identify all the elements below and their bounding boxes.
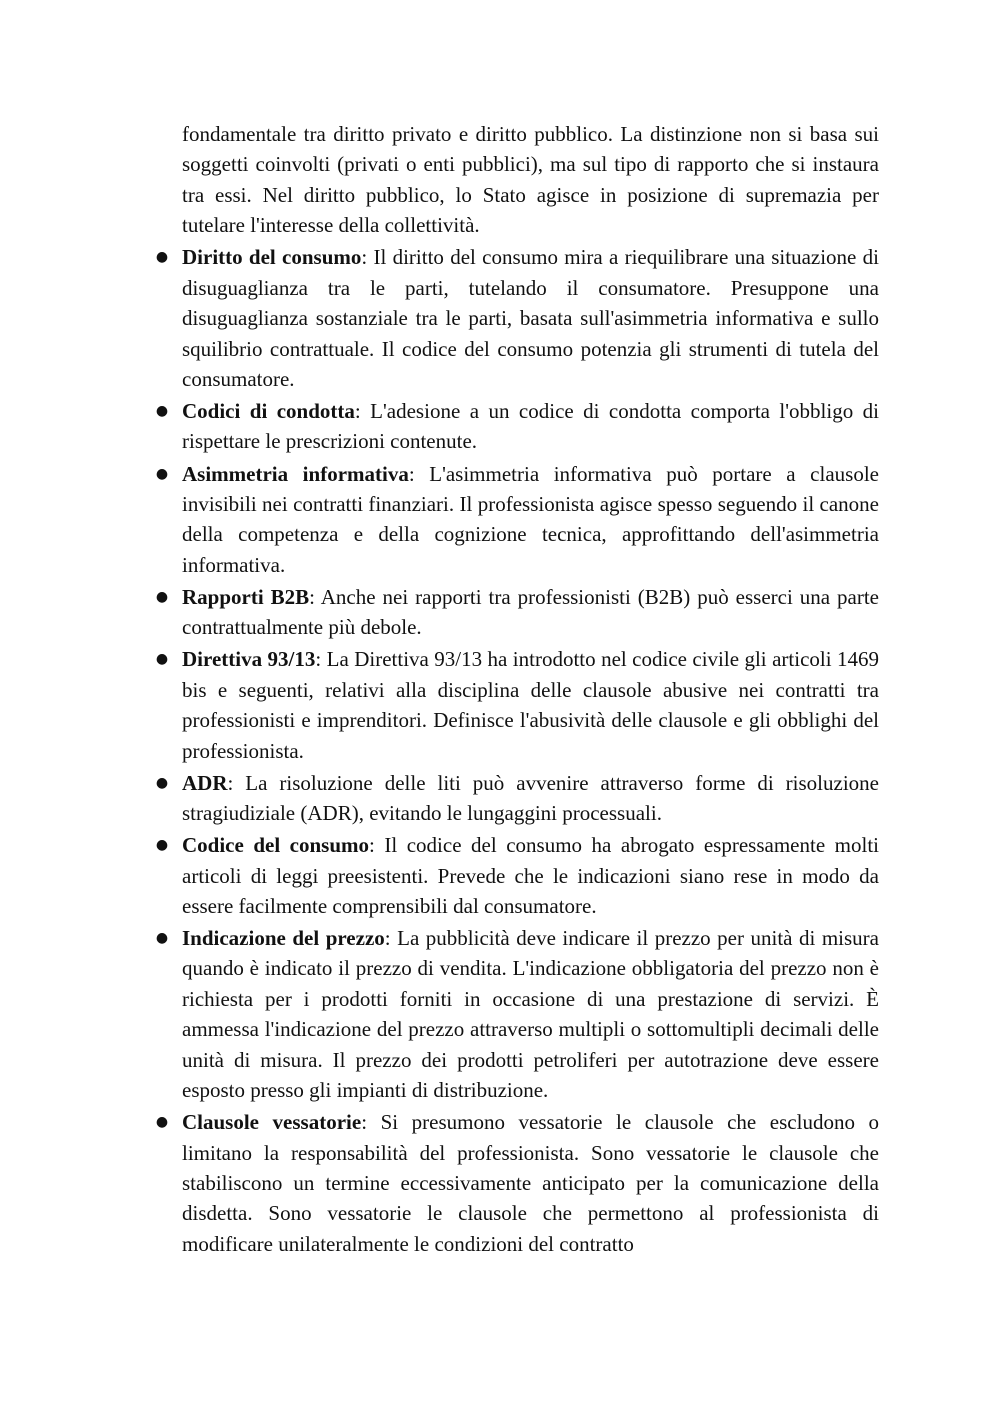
item-term: ADR (182, 770, 228, 795)
list-item-rapporti-b2b (155, 582, 879, 643)
item-term: Codice del consumo (182, 833, 370, 858)
bullet-icon: ● (155, 403, 169, 420)
document-body (155, 119, 879, 1261)
item-term: Direttiva 93/13 (182, 647, 316, 672)
list-item-clausole-vessatorie (155, 1107, 879, 1259)
item-text: : La Direttiva 93/13 ha introdotto nel codice civile gli articoli 1469 bis e seguenti, relativi alla disciplina delle clausole abusive nei contratti tra professionisti e imprenditori. Definisce l'abusività delle clausole e gli obblighi del professionista. (182, 647, 879, 763)
bullet-icon: ● (155, 837, 169, 854)
bullet-icon: ● (155, 465, 169, 482)
bullet-icon: ● (155, 249, 169, 266)
bullet-icon: ● (155, 651, 169, 668)
list-item-indicazione-del-prezzo (155, 923, 879, 1105)
item-term: Indicazione del prezzo (182, 926, 385, 951)
item-text: : Il codice del consumo ha abrogato espressamente molti articoli di leggi preesistenti. Prevede che le indicazioni siano rese in modo da essere facilmente comprensibili dal consumatore. (182, 833, 879, 918)
item-text: : Anche nei rapporti tra professionisti (B2B) può esserci una parte contrattualmente più debole. (182, 584, 879, 640)
item-term: Diritto del consumo (182, 245, 362, 270)
list-item-adr (155, 768, 879, 829)
bullet-icon: ● (155, 774, 169, 791)
item-text: : La pubblicità deve indicare il prezzo per unità di misura quando è indicato il prezzo di vendita. L'indicazione obbligatoria del prezzo non è richiesta per i prodotti forniti in occasione di una prestazione di servizi. È ammessa l'indicazione del prezzo attraverso multipli o sottomultipli decimali delle unità di misura. Il prezzo dei prodotti petroliferi per autotrazione deve essere esposto presso gli impianti di distribuzione. (182, 926, 879, 1103)
item-text: : L'adesione a un codice di condotta comporta l'obbligo di rispettare le prescrizioni contenute. (182, 399, 879, 454)
bullet-icon: ● (155, 1114, 169, 1131)
item-term: Rapporti B2B (182, 584, 310, 609)
item-term: Codici di condotta (182, 399, 355, 424)
list-item-codice-del-consumo (155, 830, 879, 921)
list-item-codici-di-condotta (155, 396, 879, 457)
item-text: : L'asimmetria informativa può portare a clausole invisibili nei contratti finanziari. Il professionista agisce spesso seguendo il canone della competenza e della cognizione tecnica, approfittando dell'asimmetria informativa. (182, 461, 879, 577)
item-term: Clausole vessatorie (182, 1110, 362, 1135)
item-text: : Il diritto del consumo mira a riequilibrare una situazione di disuguaglianza tra le parti, tutelando il consumatore. Presuppone una disuguaglianza sostanziale tra le parti, basata sull'asimmetria informativa e sullo squilibrio contrattuale. Il codice del consumo potenzia gli strumenti di tutela del consumatore. (182, 245, 879, 391)
item-text: : La risoluzione delle liti può avvenire attraverso forme di risoluzione stragiudiziale (ADR), evitando le lungaggini processuali. (182, 770, 879, 826)
list-item-direttiva-93-13 (155, 644, 879, 766)
bullet-icon: ● (155, 930, 169, 947)
intro-paragraph: fondamentale tra diritto privato e diritto pubblico. La distinzione non si basa sui soggetti coinvolti (privati o enti pubblici), ma sul tipo di rapporto che si instaura tra essi. Nel diritto pubblico, lo Stato agisce in posizione di supremazia per tutelare l'interesse della collettività. (182, 122, 879, 238)
bullet-icon: ● (155, 588, 169, 605)
item-term: Asimmetria informativa (182, 461, 409, 486)
list-item-asimmetria-informativa (155, 459, 879, 581)
item-text: : Si presumono vessatorie le clausole che escludono o limitano la responsabilità del professionista. Sono vessatorie le clausole che stabiliscono un termine eccessivamente anticipato per la comunicazione della disdetta. Sono vessatorie le clausole che permettono al professionista di modificare unilateralmente le condizioni del contratto (182, 1110, 879, 1256)
list-item-diritto-del-consumo (155, 242, 879, 394)
